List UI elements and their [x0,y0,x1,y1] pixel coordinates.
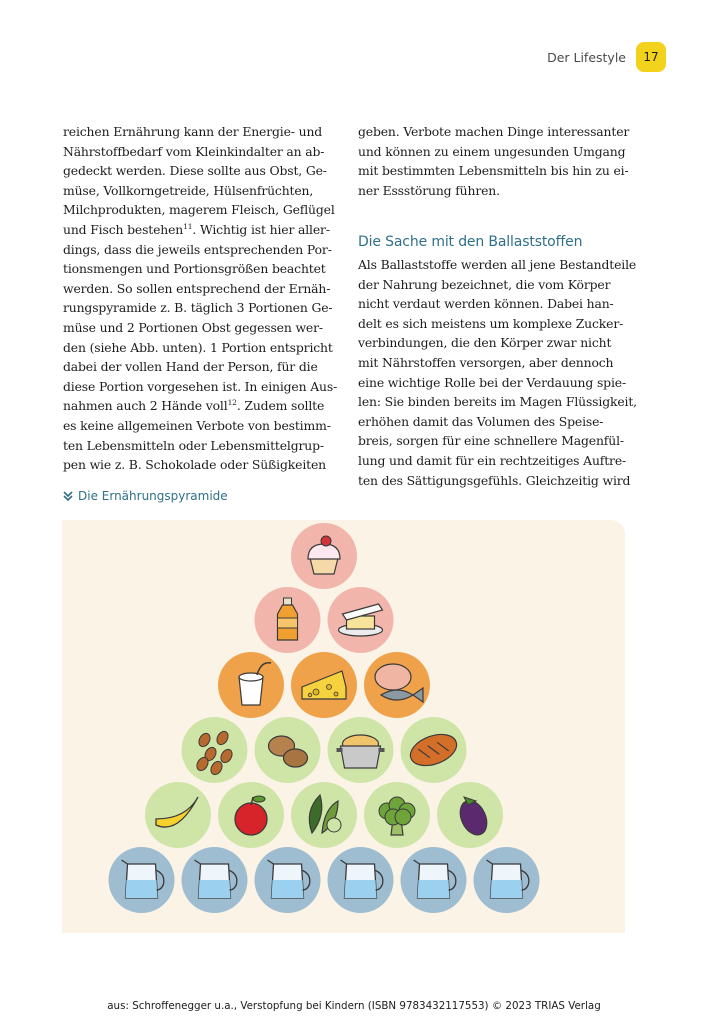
broccoli-icon [364,782,430,848]
text-line: mit bestimmten Lebensmitteln bis hin zu ei- [358,163,629,179]
meat-fish-icon [364,652,430,718]
water-jug-icon [109,847,175,913]
page-number-badge: 17 [636,42,666,72]
text-line: müse, Vollkorngetreide, Hülsenfrüchten, [63,182,314,198]
water-jug-icon [328,847,394,913]
text-line: gedeckt werden. Diese sollte aus Obst, Ge- [63,163,327,179]
text-line: geben. Verbote machen Dinge interessanter [358,124,630,139]
text-line: pen wie z. B. Schokolade oder Süßigkeiten [63,457,326,473]
text-line: nicht verdaut werden können. Dabei han- [358,296,614,312]
water-jug-icon [255,847,321,913]
text-line: dabei der vollen Hand der Person, für die [63,359,318,375]
figure-caption-text: Die Ernährungspyramide [78,489,228,503]
chevron-down-icon [63,491,73,501]
juice-bottle-icon [255,587,321,653]
butter-icon [328,587,394,653]
text-line: tionsmengen und Portionsgrößen beachtet [63,261,326,277]
text-line: len: Sie binden bereits im Magen Flüssigkeit, [358,394,637,410]
text-line: Nährstoffbedarf vom Kleinkindalter an ab- [63,143,325,159]
cheese-icon [291,652,357,718]
footnote-reference: 11 [183,221,193,231]
text-line: Als Ballaststoffe werden all jene Bestandteile [358,256,637,272]
text-line: breis, sorgen für eine schnellere Magenfül- [358,433,624,449]
text-line: es keine allgemeinen Verbote von bestimm- [63,417,331,433]
food-pyramid-figure [62,520,625,933]
eggplant-icon [437,782,503,848]
left-text-column [63,122,338,475]
text-line: mit Nährstoffen versorgen, aber dennoch [358,354,614,370]
water-jug-icon [401,847,467,913]
pasta-pot-icon [328,717,394,783]
text-line: müse und 2 Portionen Obst gegessen wer- [63,319,323,335]
food-pyramid-graphic [62,520,625,933]
footer-citation: aus: Schroffenegger u.a., Verstopfung bei Kindern (ISBN 9783432117553) © 2023 TRIAS Verlag [107,1000,601,1012]
salad-icon [291,782,357,848]
text-line: ten Lebensmitteln oder Lebensmittelgrup- [63,437,324,453]
text-line: erhöhen damit das Volumen des Speise- [358,413,604,429]
banana-icon [145,782,211,848]
text-line: der Nahrung bezeichnet, die vom Körper [358,276,611,292]
cupcake-icon [291,523,357,589]
text-line: und können zu einem ungesunden Umgang [358,143,626,159]
text-line: ner Essstörung führen. [358,182,500,198]
text-line: den (siehe Abb. unten). 1 Portion entspricht [63,339,333,355]
apple-icon [218,782,284,848]
text-line: dings, dass die jeweils entsprechenden Por- [63,241,332,257]
text-line: diese Portion vorgesehen ist. In einigen Aus- [63,378,338,394]
text-line: rungspyramide z. B. täglich 3 Portionen Ge- [63,300,333,316]
text-line: eine wichtige Rolle bei der Verdauung spie- [358,374,626,390]
section-heading: Die Sache mit den Ballaststoffen [358,234,583,251]
water-jug-icon [182,847,248,913]
text-line: und Fisch bestehen$^{11}$. Wichtig ist hier aller- [63,221,330,237]
text-line: werden. So sollen entsprechend der Ernäh- [63,280,331,296]
text-line: verbindungen, die den Körper zwar nicht [358,335,612,351]
right-text-column [358,122,640,490]
water-jug-icon [474,847,540,913]
text-line: nahmen auch 2 Hände voll$^{12}$. Zudem sollte [63,398,325,414]
footnote-reference: 12 [227,398,237,408]
bread-icon [401,717,467,783]
text-line: ten des Sättigungsgefühls. Gleichzeitig wird [358,472,631,488]
figure-caption [63,489,228,503]
page-header [547,42,666,72]
potatoes-icon [255,717,321,783]
text-line: delt es sich meistens um komplexe Zucker- [358,315,624,331]
text-line: reichen Ernährung kann der Energie- und [63,124,323,139]
chapter-title: Der Lifestyle [547,49,626,65]
text-line: Milchprodukten, magerem Fleisch, Geflügel [63,202,335,218]
text-line: lung und damit für ein rechtzeitiges Auftre- [358,452,627,468]
nuts-icon [182,717,248,783]
yogurt-icon [218,652,284,718]
